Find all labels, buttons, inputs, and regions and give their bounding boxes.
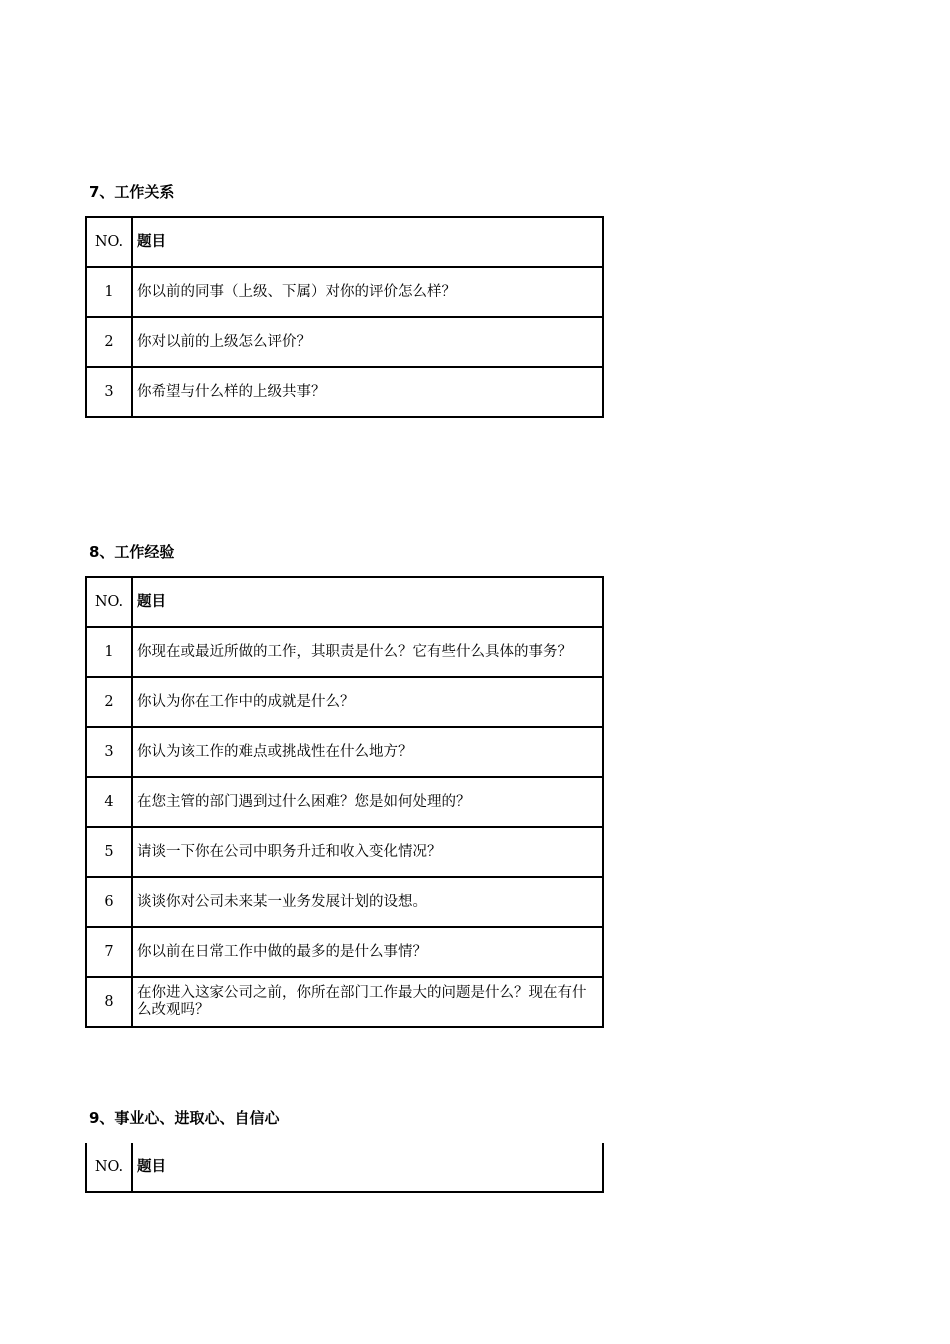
row-number: 4: [86, 777, 132, 827]
question-table-work-experience: [85, 576, 604, 1028]
section-title-work-experience: 8、工作经验: [89, 543, 175, 561]
row-question: 你以前的同事（上级、下属）对你的评价怎么样？: [132, 267, 603, 317]
header-question: 题目: [132, 1143, 603, 1192]
table-row: [86, 927, 603, 977]
row-question: 你希望与什么样的上级共事？: [132, 367, 603, 417]
row-question: 你认为该工作的难点或挑战性在什么地方？: [132, 727, 603, 777]
row-number: 5: [86, 827, 132, 877]
header-no: NO.: [86, 1143, 132, 1192]
row-question: 你对以前的上级怎么评价？: [132, 317, 603, 367]
table-row: [86, 367, 603, 417]
row-number: 1: [86, 627, 132, 677]
table-row: [86, 877, 603, 927]
row-question: 你现在或最近所做的工作，其职责是什么？它有些什么具体的事务？: [132, 627, 603, 677]
row-number: 2: [86, 677, 132, 727]
question-table-ambition-confidence: [85, 1143, 604, 1193]
table-header-row: [86, 217, 603, 267]
header-no: NO.: [86, 217, 132, 267]
row-number: 8: [86, 977, 132, 1027]
table-row: [86, 777, 603, 827]
row-number: 3: [86, 367, 132, 417]
table-header-row: [86, 577, 603, 627]
header-question: 题目: [132, 577, 603, 627]
row-number: 1: [86, 267, 132, 317]
row-question: 你认为你在工作中的成就是什么？: [132, 677, 603, 727]
row-question: 谈谈你对公司未来某一业务发展计划的设想。: [132, 877, 603, 927]
row-question: 在你进入这家公司之前，你所在部门工作最大的问题是什么？现在有什么改观吗？: [132, 977, 603, 1027]
section-title-work-relations: 7、工作关系: [89, 183, 175, 201]
header-question: 题目: [132, 217, 603, 267]
table-header-row: [86, 1143, 603, 1192]
header-no: NO.: [86, 577, 132, 627]
table-row: [86, 677, 603, 727]
row-number: 7: [86, 927, 132, 977]
question-table-work-relations: [85, 216, 604, 418]
table-row: [86, 267, 603, 317]
row-number: 2: [86, 317, 132, 367]
row-number: 6: [86, 877, 132, 927]
row-question: 请谈一下你在公司中职务升迁和收入变化情况？: [132, 827, 603, 877]
row-question: 你以前在日常工作中做的最多的是什么事情？: [132, 927, 603, 977]
row-question: 在您主管的部门遇到过什么困难？您是如何处理的？: [132, 777, 603, 827]
section-title-ambition-confidence: 9、事业心、进取心、自信心: [89, 1109, 280, 1127]
table-row: [86, 317, 603, 367]
row-number: 3: [86, 727, 132, 777]
table-row: [86, 977, 603, 1027]
table-row: [86, 727, 603, 777]
table-row: [86, 627, 603, 677]
table-row: [86, 827, 603, 877]
